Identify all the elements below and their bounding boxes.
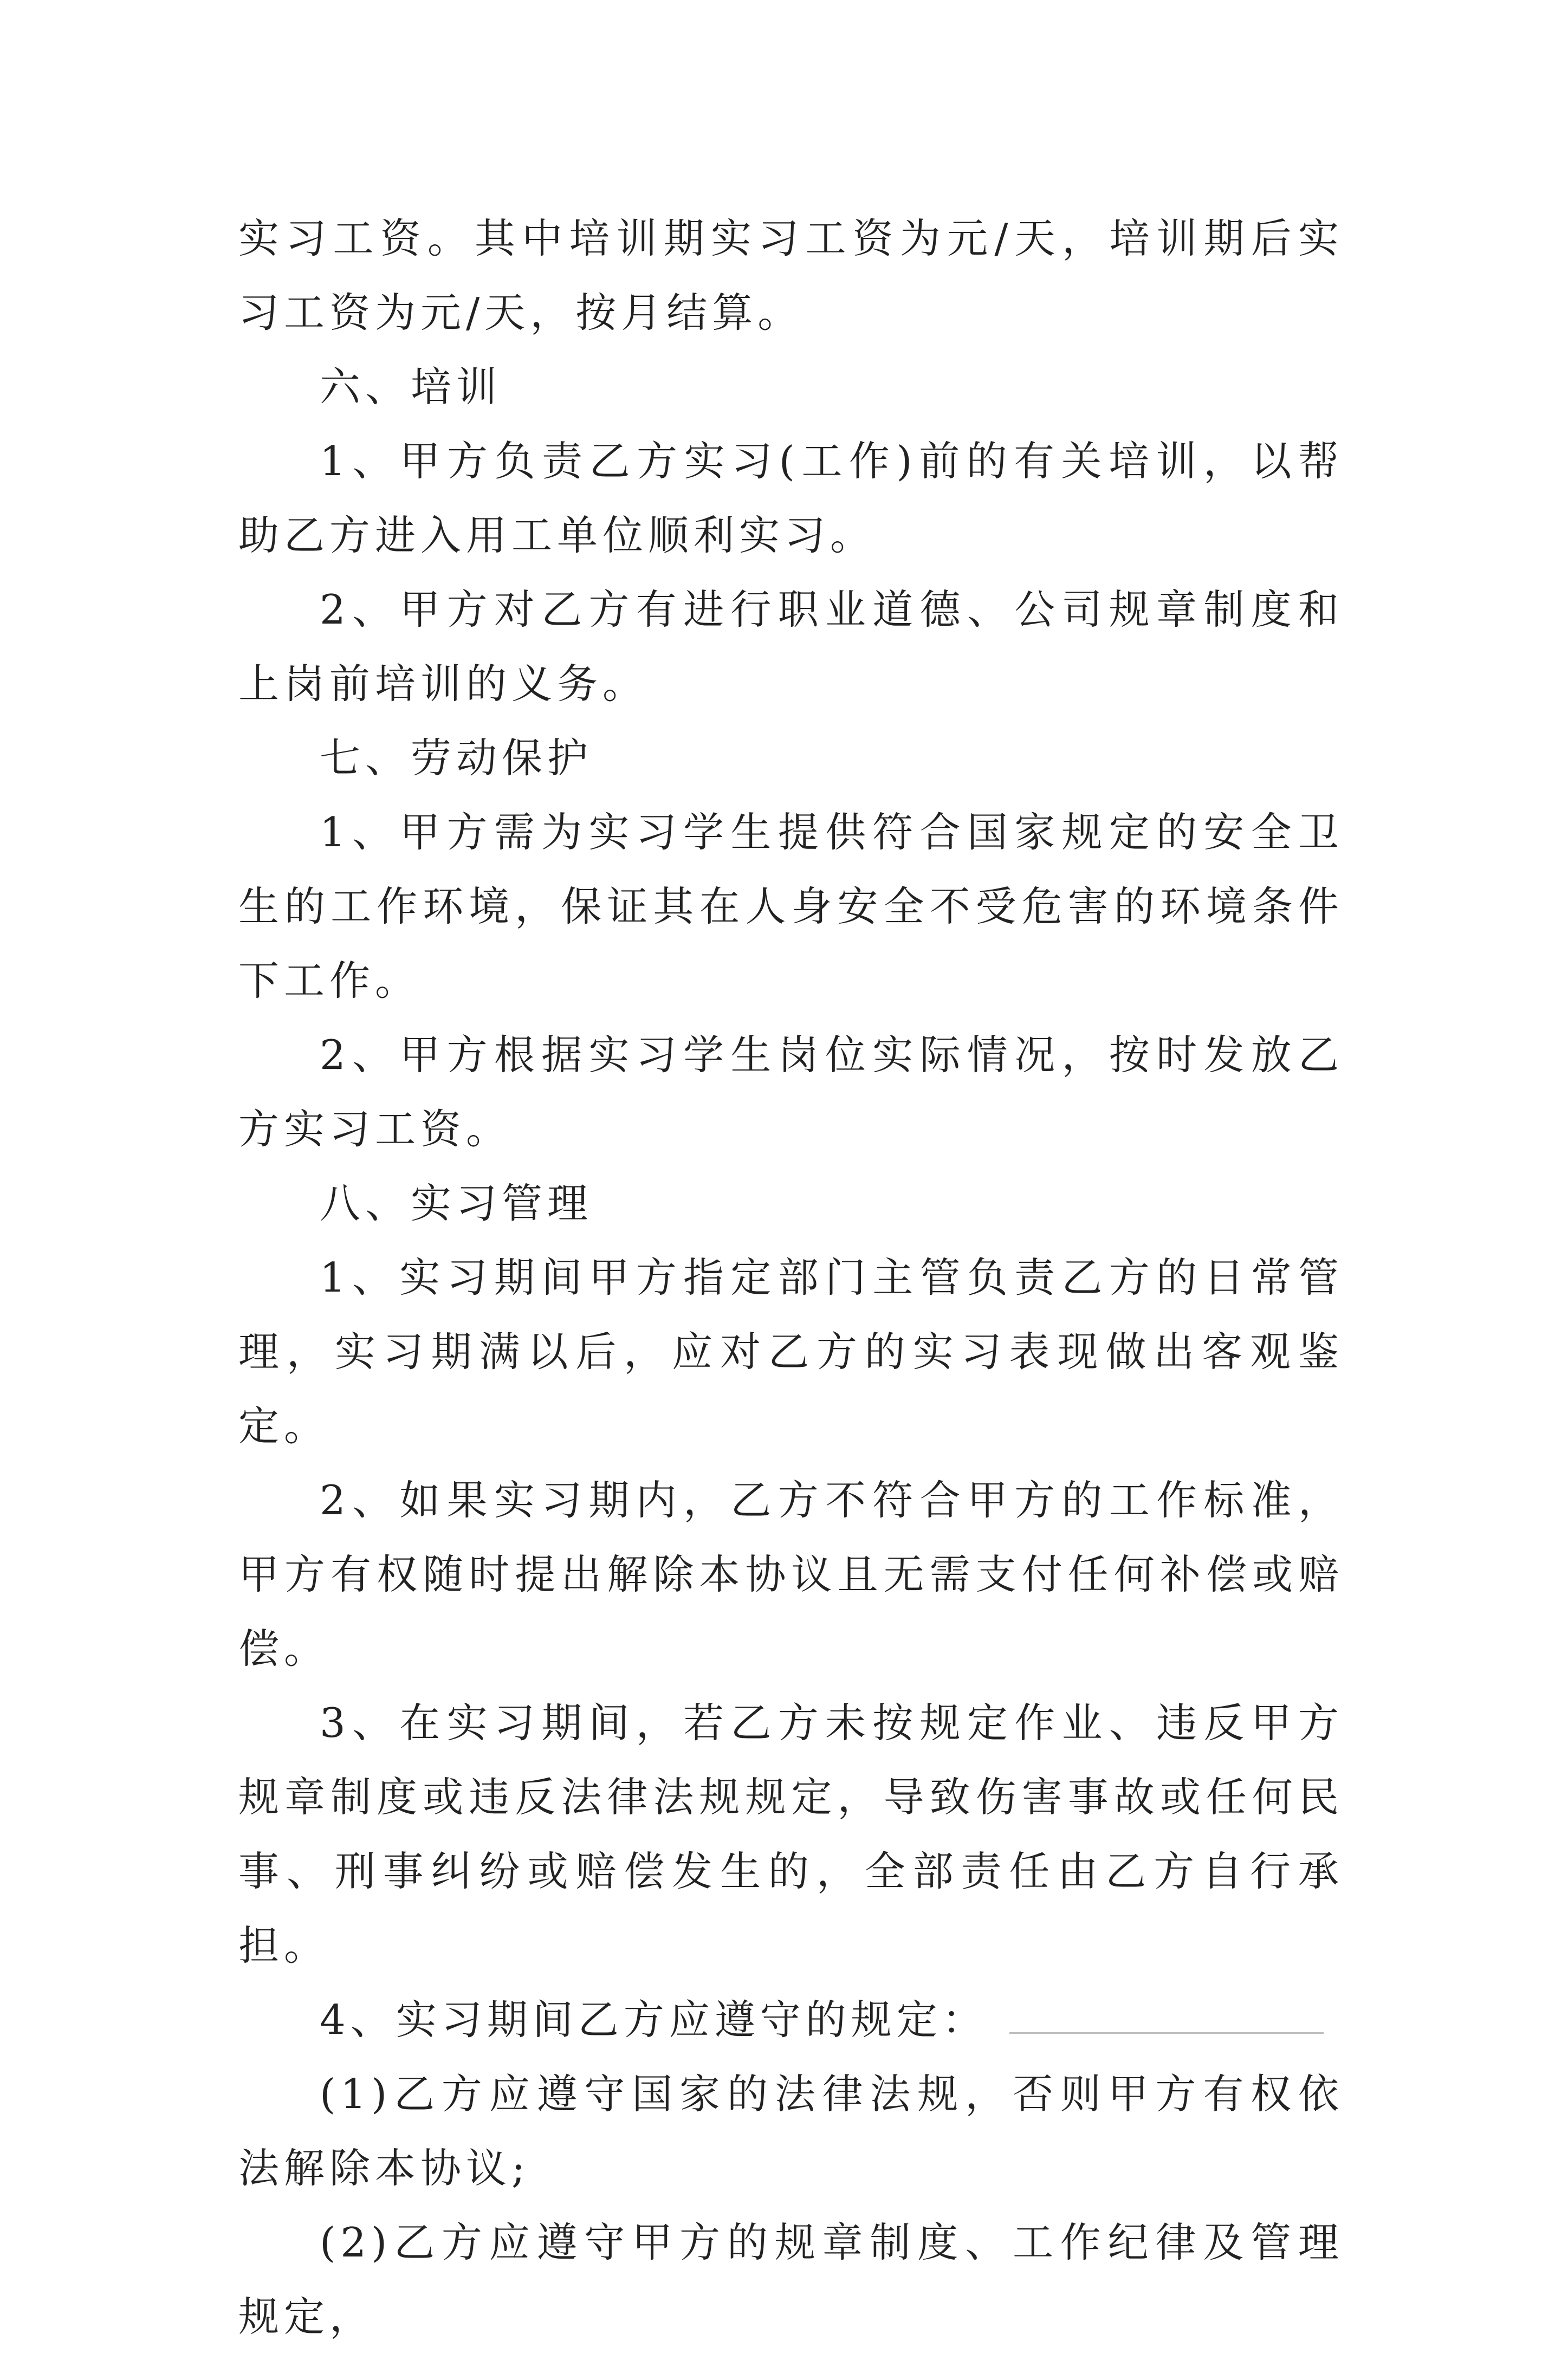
document-body (238, 202, 1344, 2354)
heading-labor-protection: 七、劳动保护 (320, 734, 593, 782)
paragraph-salary: 实习工资。其中培训期实习工资为元/天，培训期后实习工资为元/天，按月结算。 (238, 215, 1344, 336)
paragraph-protection-1: 1、甲方需为实习学生提供符合国家规定的安全卫生的工作环境，保证其在人身安全不受危害的环境条件下工作。 (238, 808, 1344, 1004)
heading-internship-management: 八、实习管理 (320, 1179, 593, 1227)
fill-in-blank-line (1009, 2000, 1324, 2034)
paragraph-management-3: 3、在实习期间，若乙方未按规定作业、违反甲方规章制度或违反法律法规规定，导致伤害事故或任何民事、刑事纠纷或赔偿发生的，全部责任由乙方自行承担。 (238, 1699, 1344, 1969)
paragraph-management-2: 2、如果实习期内，乙方不符合甲方的工作标准，甲方有权随时提出解除本协议且无需支付任何补偿或赔偿。 (238, 1476, 1344, 1672)
paragraph-training-1: 1、甲方负责乙方实习(工作)前的有关培训，以帮助乙方进入用工单位顺利实习。 (238, 437, 1344, 559)
paragraph-training-2: 2、甲方对乙方有进行职业道德、公司规章制度和上岗前培训的义务。 (238, 586, 1344, 708)
paragraph-management-4-text: 4、实习期间乙方应遵守的规定： (320, 1996, 988, 2044)
paragraph-rule-2: (2)乙方应遵守甲方的规章制度、工作纪律及管理规定， (238, 2219, 1344, 2340)
paragraph-management-4 (238, 1983, 1344, 2057)
paragraph-protection-2: 2、甲方根据实习学生岗位实际情况，按时发放乙方实习工资。 (238, 1031, 1344, 1153)
heading-training: 六、培训 (320, 363, 502, 411)
paragraph-management-1: 1、实习期间甲方指定部门主管负责乙方的日常管理，实习期满以后，应对乙方的实习表现做出客观鉴定。 (238, 1254, 1344, 1450)
paragraph-rule-1: (1)乙方应遵守国家的法律法规，否则甲方有权依法解除本协议; (238, 2070, 1344, 2192)
